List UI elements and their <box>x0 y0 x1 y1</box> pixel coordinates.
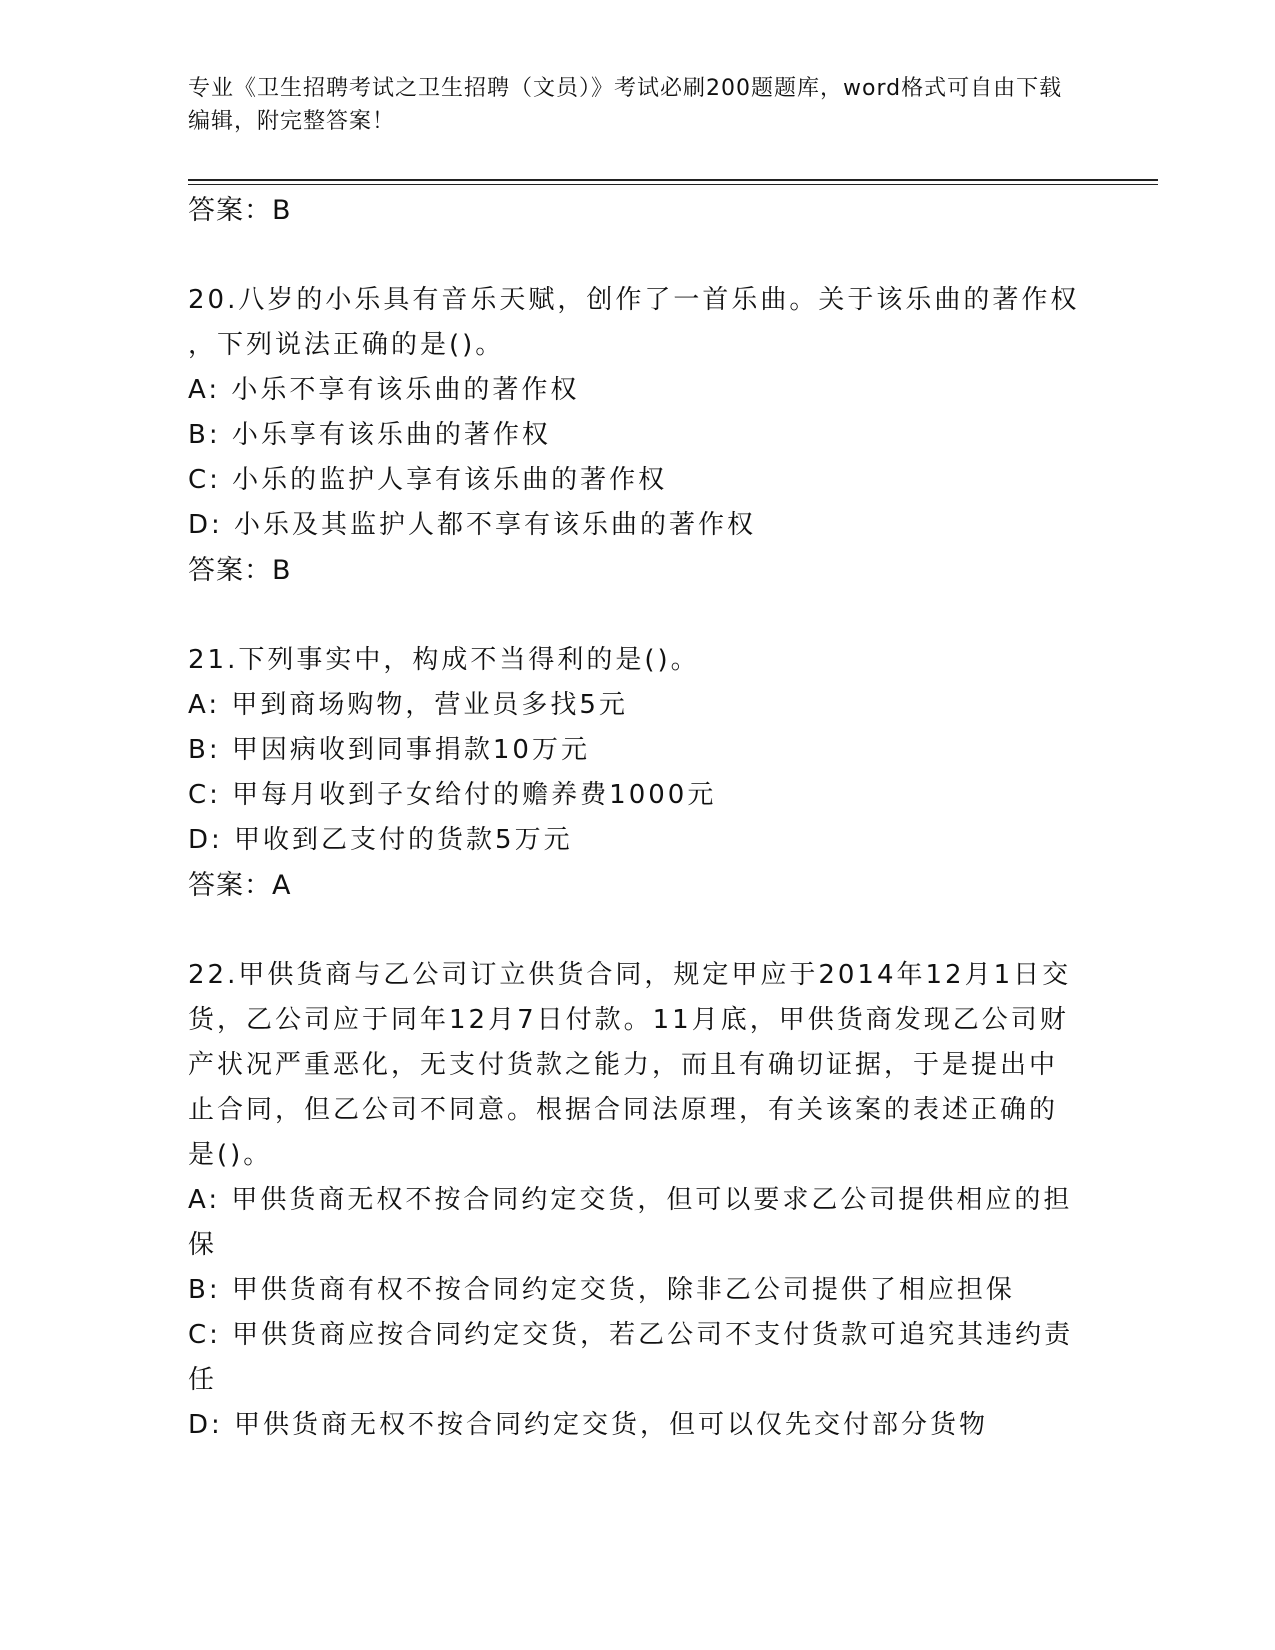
question-list <box>188 188 1088 1448</box>
option-d: D: 甲供货商无权不按合同约定交货，但可以仅先交付部分货物 <box>188 1410 989 1440</box>
question-21 <box>188 638 1088 908</box>
option-b: B: 甲供货商有权不按合同约定交货，除非乙公司提供了相应担保 <box>188 1275 1015 1305</box>
option-a: A: 甲到商场购物，营业员多找5元 <box>188 690 628 720</box>
header-divider-thin <box>188 184 1158 185</box>
option-a-continued: 保 <box>188 1230 218 1260</box>
question-stem-line: ，下列说法正确的是()。 <box>188 330 505 360</box>
question-stem-line: 20.八岁的小乐具有音乐天赋，创作了一首乐曲。关于该乐曲的著作权 <box>188 285 1080 315</box>
answer-line: 答案：B <box>188 555 292 586</box>
option-c: C: 小乐的监护人享有该乐曲的著作权 <box>188 465 668 495</box>
option-c: C: 甲供货商应按合同约定交货，若乙公司不支付货款可追究其违约责 <box>188 1320 1074 1350</box>
question-stem-line: 22.甲供货商与乙公司订立供货合同，规定甲应于2014年12月1日交 <box>188 960 1072 990</box>
option-c-continued: 任 <box>188 1365 218 1395</box>
option-c: C: 甲每月收到子女给付的赡养费1000元 <box>188 780 717 810</box>
option-a: A: 小乐不享有该乐曲的著作权 <box>188 375 580 405</box>
header-divider-thick <box>188 179 1158 181</box>
question-20 <box>188 278 1088 593</box>
question-stem-line: 产状况严重恶化，无支付货款之能力，而且有确切证据，于是提出中 <box>188 1050 1059 1080</box>
option-d: D: 甲收到乙支付的货款5万元 <box>188 825 573 855</box>
answer-line: 答案：A <box>188 870 292 901</box>
option-b: B: 小乐享有该乐曲的著作权 <box>188 420 551 450</box>
question-stem-line: 止合同，但乙公司不同意。根据合同法原理，有关该案的表述正确的 <box>188 1095 1059 1125</box>
question-stem-line: 货，乙公司应于同年12月7日付款。11月底，甲供货商发现乙公司财 <box>188 1005 1069 1035</box>
document-header: 专业《卫生招聘考试之卫生招聘（文员）》考试必刷200题题库，word格式可自由下载编辑，附完整答案！ <box>188 76 1063 134</box>
option-a: A: 甲供货商无权不按合同约定交货，但可以要求乙公司提供相应的担 <box>188 1185 1073 1215</box>
question-22 <box>188 953 1088 1448</box>
question-stem-line: 21.下列事实中，构成不当得利的是()。 <box>188 645 700 675</box>
option-d: D: 小乐及其监护人都不享有该乐曲的著作权 <box>188 510 757 540</box>
option-b: B: 甲因病收到同事捐款10万元 <box>188 735 590 765</box>
question-stem-line: 是()。 <box>188 1140 273 1170</box>
answer-line: 答案：B <box>188 195 292 226</box>
